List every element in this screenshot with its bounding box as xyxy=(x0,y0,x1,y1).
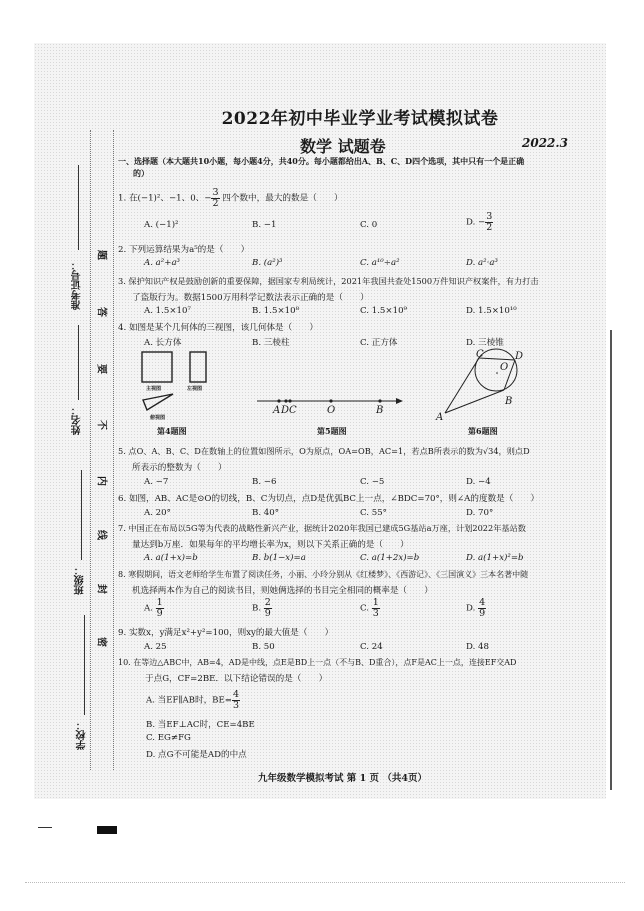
class-label: 班级： xyxy=(75,565,86,595)
option-c: C. a¹⁰÷a² xyxy=(360,258,400,268)
fraction xyxy=(478,598,486,618)
option-c: C. EG≠FG xyxy=(146,733,191,743)
option-d: D. a(1+x)²=b xyxy=(466,553,524,563)
question-number: 9. xyxy=(118,628,127,638)
numerator: 1 xyxy=(156,597,163,608)
numerator: 4 xyxy=(232,689,240,700)
page-footer: 九年级数学模拟考试 第 1 页 （共4页） xyxy=(258,773,427,784)
question-stem: 在等边△ABC中，AB=4，AD是中线，点E是BD上一点（不与B、D重合），点F是AC上一点，连接EF交AD xyxy=(133,658,517,667)
option-b: B. −6 xyxy=(252,477,277,487)
exam-subtitle: 数学 试题卷 xyxy=(300,137,386,156)
question-number: 1. xyxy=(118,193,127,204)
option-a: A. a(1+x)=b xyxy=(144,553,198,563)
question-8 xyxy=(118,569,528,580)
option-d: D. 70° xyxy=(466,508,494,518)
seal-char: 封 xyxy=(97,581,108,593)
point-label-a: A xyxy=(273,405,281,416)
question-6 xyxy=(118,492,539,504)
fraction xyxy=(232,690,240,710)
fraction xyxy=(485,212,493,232)
numerator: 2 xyxy=(264,597,271,608)
denominator: 9 xyxy=(156,607,163,619)
question-10 xyxy=(118,657,516,668)
question-7 xyxy=(118,523,526,534)
option-a: A. (−1)² xyxy=(144,220,179,230)
option-c: C. a(1+2x)=b xyxy=(360,553,420,563)
option-a: A. 25 xyxy=(144,642,167,652)
left-view-label: 左视图 xyxy=(187,386,203,392)
name-line[interactable] xyxy=(78,325,79,400)
binding-dotted-line xyxy=(90,130,91,770)
question-stem: 实数x，y满足x²+y²=100，则xy的最大值是（ ） xyxy=(128,628,334,638)
denominator: 2 xyxy=(486,221,493,233)
option-d: D. $\frac{4}{9}$ xyxy=(466,597,486,619)
point-label-a: A xyxy=(436,412,444,423)
numerator: 3 xyxy=(212,187,219,198)
seal-char: 线 xyxy=(97,527,108,539)
option-a xyxy=(146,690,240,710)
numerator: 1 xyxy=(372,597,379,608)
question-number: 3. xyxy=(118,276,126,286)
question-3 xyxy=(118,276,539,287)
point-label-o: O xyxy=(327,405,336,416)
option-b: B. b(1−x)=a xyxy=(252,553,306,563)
point-label-o: O xyxy=(500,362,509,373)
option-a: A. 1.5×10⁷ xyxy=(144,306,191,316)
class-line[interactable] xyxy=(81,470,82,560)
figure-6-caption: 第6题图 xyxy=(468,426,498,436)
option-b: B. 当EF⊥AC时，CE=4BE xyxy=(146,720,255,730)
option-b: B. $\frac{2}{9}$ xyxy=(252,597,271,619)
option-label: A. 当EF∥AB时，BE= xyxy=(146,695,232,706)
question-number: 8. xyxy=(118,570,126,579)
question-stem: 如图，AB、AC是⊙O的切线，B、C为切点，点D是优弧BC上一点，∠BDC=70°，则∠A的度数是（ ） xyxy=(128,494,540,504)
option-c: C. 正方体 xyxy=(360,338,398,348)
question-number: 6. xyxy=(118,494,127,504)
question-number: 7. xyxy=(118,523,126,533)
exam-date: 2022.3 xyxy=(522,136,568,150)
question-stem: 点O、A、B、C、D在数轴上的位置如图所示，O为原点，OA=OB，AC=1，若点B所表示的数为√34，则点D xyxy=(128,446,530,456)
question-number: 2. xyxy=(118,245,127,255)
question-10-cont: 于点G，CF=2BE．以下结论错误的是（ ） xyxy=(145,674,328,684)
seal-char: 密 xyxy=(97,634,108,646)
point-label-b: B xyxy=(376,405,384,416)
front-view-label: 主视图 xyxy=(146,386,162,392)
question-2 xyxy=(118,243,249,255)
fraction xyxy=(372,598,380,618)
seal-char: 答 xyxy=(97,304,108,316)
question-stem: 中国正在布局以5G等为代表的战略性新兴产业，据统计2020年我国已建成5G基站a万座，计划2022年基站数 xyxy=(128,523,526,533)
school-line[interactable] xyxy=(84,615,85,715)
option-b: B. 40° xyxy=(252,508,280,518)
point-label-c: C xyxy=(289,405,297,416)
question-5-cont: 所表示的整数为（ ） xyxy=(132,463,227,473)
question-4 xyxy=(118,321,318,333)
point-label-c: C xyxy=(476,349,484,360)
denominator: 3 xyxy=(372,607,379,619)
section-heading-cont: 的） xyxy=(133,168,149,178)
bottom-divider xyxy=(25,882,625,883)
option-d: D. 三棱锥 xyxy=(466,338,504,348)
numerator: 3 xyxy=(486,211,493,222)
school-label: 学校： xyxy=(77,720,88,750)
seal-char: 要 xyxy=(97,361,108,373)
option-b: B. −1 xyxy=(252,220,277,230)
option-b: B. 50 xyxy=(252,642,275,652)
option-d: D. 点G不可能是AD的中点 xyxy=(146,750,247,760)
option-c: C. 0 xyxy=(360,220,378,230)
question-number: 5. xyxy=(118,446,126,456)
question-9 xyxy=(118,626,333,638)
point-label-d: D xyxy=(281,405,290,416)
option-c: C. $\frac{1}{3}$ xyxy=(360,597,379,619)
question-stem: 寒假期间，语文老师给学生布置了阅读任务，小丽、小玲分别从《红楼梦》、《西游记》、《三国演义》三本名著中随 xyxy=(128,570,529,579)
option-c: C. 24 xyxy=(360,642,383,652)
question-stem: 如图是某个几何体的三视图，该几何体是（ ） xyxy=(128,323,319,333)
question-stem: 保护知识产权是鼓励创新的重要保障，据国家专利局统计，2021年我国共查处1500万件知识产权案件，有力打击 xyxy=(128,276,539,286)
question-stem: 在(−1)²、−1、0、 xyxy=(128,193,205,204)
option-d: D. 48 xyxy=(466,642,489,652)
exam-id-label: 准考证号： xyxy=(72,260,83,310)
option-d xyxy=(466,212,493,232)
question-3-cont: 了盗版行为。数据1500万用科学记数法表示正确的是（ ） xyxy=(132,293,369,303)
binding-dotted-line xyxy=(113,130,114,770)
fraction xyxy=(264,598,272,618)
seal-char: 内 xyxy=(97,473,108,485)
exam-title: 2022年初中毕业学业考试模拟试卷 xyxy=(221,109,499,129)
question-5 xyxy=(118,446,530,457)
option-b: B. 三棱柱 xyxy=(252,338,290,348)
question-1 xyxy=(118,188,343,208)
option-a: A. −7 xyxy=(144,477,169,487)
seal-char: 题 xyxy=(97,247,108,259)
top-view-label: 俯视图 xyxy=(150,415,166,421)
fraction xyxy=(156,598,164,618)
question-7-cont: 量达到b万座．如果每年的平均增长率为x，则以下关系正确的是（ ） xyxy=(132,540,409,550)
option-c: C. 55° xyxy=(360,508,387,518)
option-b: B. 1.5×10⁸ xyxy=(252,306,300,316)
name-label: 姓名： xyxy=(72,405,83,435)
option-b: B. (a²)³ xyxy=(252,258,283,268)
question-number: 4. xyxy=(118,323,127,333)
scan-mark-block xyxy=(97,826,117,834)
option-label: D. − xyxy=(466,217,486,228)
scan-mark xyxy=(38,827,52,828)
option-d: D. −4 xyxy=(466,477,491,487)
denominator: 9 xyxy=(264,607,271,619)
figure-6-circle-tangents xyxy=(440,350,540,430)
option-a: A. $\frac{1}{9}$ xyxy=(144,597,163,619)
figure-5-caption: 第5题图 xyxy=(317,426,347,436)
section-heading: 一、选择题（本大题共10小题，每小题4分，共40分。每小题都给出A、B、C、D四个选项，其中只有一个是正确 xyxy=(118,156,525,166)
point-label-b: B xyxy=(505,396,513,407)
seal-char: 不 xyxy=(97,417,108,429)
option-c: C. −5 xyxy=(360,477,385,487)
question-number: 10. xyxy=(118,658,131,667)
numerator: 4 xyxy=(479,597,486,608)
exam-id-line[interactable] xyxy=(78,165,79,250)
option-a: A. a²+a³ xyxy=(144,258,181,268)
question-stem: 下列运算结果为a⁵的是（ ） xyxy=(128,245,250,255)
page-edge-shadow xyxy=(610,330,612,790)
denominator: 9 xyxy=(479,607,486,619)
denominator: 3 xyxy=(232,699,240,711)
point-label-d: D xyxy=(515,351,524,362)
minus-sign: − xyxy=(204,193,212,204)
question-8-cont: 机选择两本作为自己的阅读书目，则她俩选择的书目完全相同的概率是（ ） xyxy=(132,586,433,596)
option-a: A. 20° xyxy=(144,508,171,518)
question-stem: 四个数中，最大的数是（ ） xyxy=(222,193,343,204)
fraction xyxy=(211,188,219,208)
option-c: C. 1.5×10⁹ xyxy=(360,306,407,316)
option-d: D. a²·a³ xyxy=(466,258,498,268)
option-d: D. 1.5×10¹⁰ xyxy=(466,306,517,316)
figure-4-caption: 第4题图 xyxy=(157,426,187,436)
denominator: 2 xyxy=(212,197,219,209)
option-a: A. 长方体 xyxy=(144,338,182,348)
